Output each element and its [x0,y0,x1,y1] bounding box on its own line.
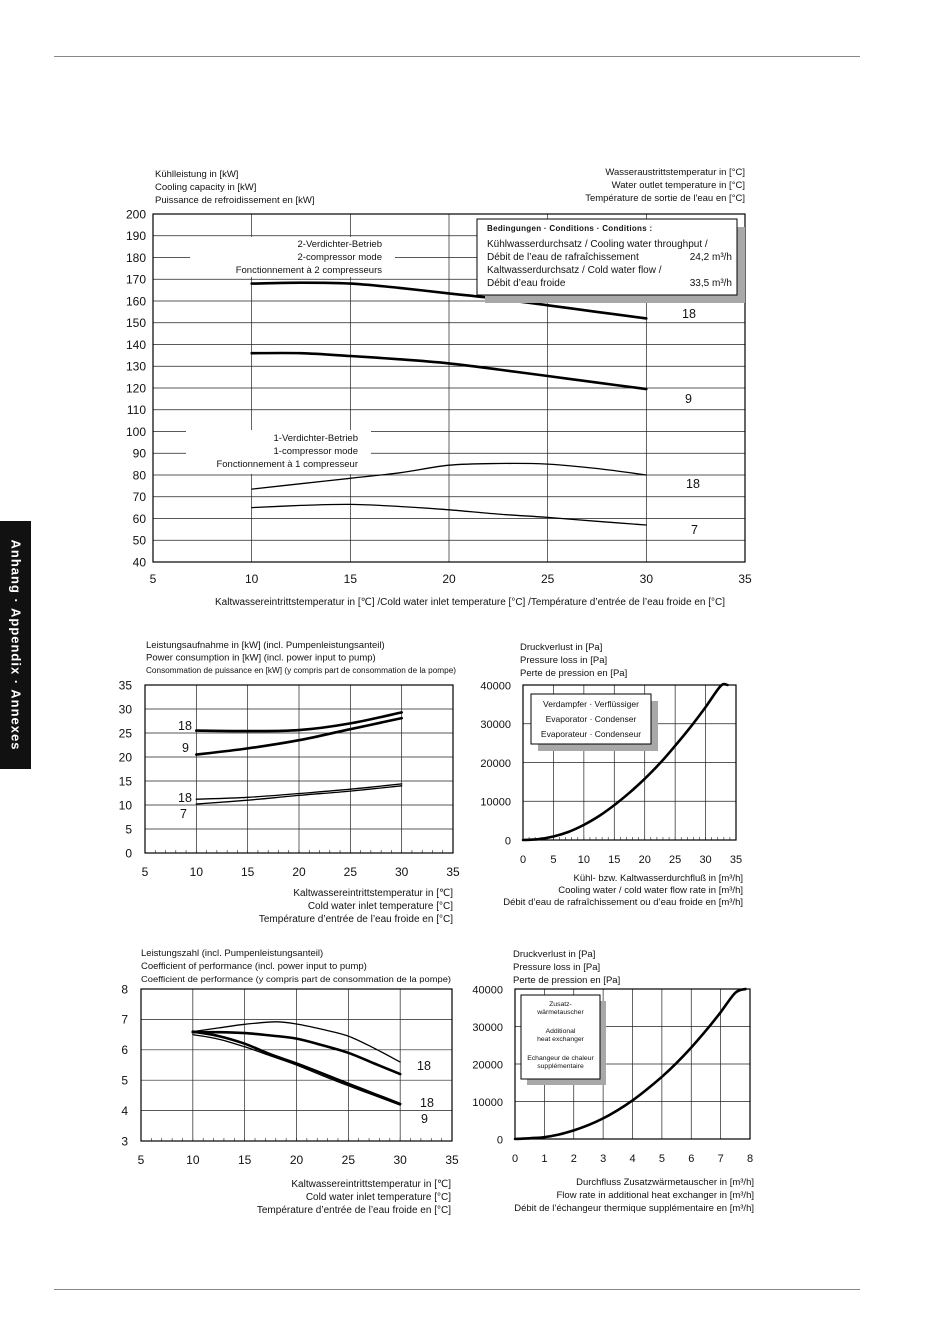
conditions-row-value: 24,2 m³/h [689,252,732,263]
y-tick-label: 100 [125,424,146,439]
x-tick-label: 15 [343,572,358,586]
y-axis-label: Leistungsaufnahme in [kW] (incl. Pumpenleistungsanteil) [146,640,385,651]
y-tick-label: 5 [121,1073,128,1088]
x-tick-label: 30 [699,854,712,866]
y-tick-label: 15 [118,774,132,789]
x-tick-label: 25 [341,1153,356,1167]
y-tick-label: 150 [125,316,146,331]
y-axis-label: Coefficient de performance (y compris part de consommation de la pompe) [141,975,452,984]
series-label: 18 [686,477,700,491]
x-tick-label: 20 [289,1153,304,1167]
mode-annotation: 2-Verdichter-Betrieb [297,239,382,250]
y-tick-label: 20000 [472,1059,503,1072]
series-label: 18 [682,307,696,321]
series-label: 18 [178,719,192,733]
x-tick-label: 25 [343,865,358,879]
y-tick-label: 8 [121,982,128,997]
y-tick-label: 10000 [472,1096,503,1109]
y-axis-label: Perte de pression en [Pa] [520,668,628,679]
y-tick-label: 190 [125,229,146,244]
mode-annotation: 2-compressor mode [297,252,382,263]
x-axis-label: Kaltwassereintrittstemperatur in [℃] [291,1179,451,1190]
y-tick-label: 0 [496,1134,503,1147]
x-tick-label: 10 [577,854,590,866]
y2-axis-label: Wasseraustrittstemperatur in [°C] [605,167,745,178]
x-tick-label: 15 [608,854,621,866]
x-tick-label: 5 [137,1153,145,1167]
y2-axis-label: Température de sortie de l'eau en [°C] [585,193,745,204]
x-tick-label: 30 [394,865,409,879]
y-tick-label: 80 [132,468,146,483]
mode-annotation: 1-compressor mode [273,446,358,457]
y-axis-label: Puissance de refroidissement en [kW] [155,195,315,206]
x-tick-label: 3 [600,1153,607,1165]
y-tick-label: 10 [118,798,132,813]
mode-annotation: Fonctionnement à 2 compresseurs [235,265,382,276]
x-tick-label: 10 [244,572,259,586]
x-tick-label: 4 [629,1153,636,1165]
series-label: 18 [420,1096,434,1110]
y-axis-label: Perte de pression en [Pa] [513,975,621,986]
x-tick-label: 30 [639,572,654,586]
y-tick-label: 20000 [480,757,511,770]
y-tick-label: 70 [132,490,146,505]
y-tick-label: 35 [118,678,132,693]
y-tick-label: 20 [118,750,132,765]
series-label: 18 [417,1059,431,1073]
x-tick-label: 35 [445,1153,459,1167]
y-axis-label: Kühlleistung in [kW] [155,169,239,180]
chart-pressure-additional [472,949,754,1214]
x-axis-label: Kaltwassereintrittstemperatur in [℃] [293,888,453,899]
y-axis-label: Consommation de puissance en [kW] (y compris part de consommation de la pompe) [146,666,457,675]
y-axis-label: Druckverlust in [Pa] [513,949,596,960]
y-tick-label: 60 [132,511,146,526]
legend-line: wärmetauscher [537,1009,584,1016]
x-tick-label: 20 [638,854,651,866]
chart-pressure-evap [480,642,743,908]
x-axis-label: Cold water inlet temperature [°C] [307,901,453,912]
y-tick-label: 25 [118,726,132,741]
y-tick-label: 140 [125,337,146,352]
y-tick-label: 40 [132,555,146,570]
x-tick-label: 5 [149,572,157,586]
y-axis-label: Leistungszahl (incl. Pumpenleistungsanteil) [141,948,324,959]
x-axis-label: Débit de l’échangeur thermique supplémentaire en [m³/h] [514,1203,754,1214]
x-tick-label: 2 [570,1153,577,1165]
y-tick-label: 130 [125,359,146,374]
series-label: 9 [685,392,692,406]
x-tick-label: 5 [550,854,557,866]
conditions-heading: Bedingungen · Conditions · Conditions : [487,224,653,233]
y-axis-label: Pressure loss in [Pa] [520,655,608,666]
y2-axis-label: Water outlet temperature in [°C] [611,180,745,191]
y-tick-label: 40000 [472,984,503,997]
x-tick-label: 0 [519,854,527,866]
x-tick-label: 5 [141,865,149,879]
legend-line: Evaporator · Condenser [545,714,637,724]
y-tick-label: 40000 [480,680,511,693]
y-tick-label: 6 [121,1043,128,1058]
series-label: 9 [421,1112,428,1126]
legend-line: Echangeur de chaleur [527,1055,594,1062]
y-tick-label: 10000 [480,796,511,809]
x-tick-label: 20 [292,865,306,879]
x-tick-label: 35 [446,865,460,879]
y-tick-label: 0 [125,846,132,861]
legend-line: Additional [545,1028,576,1035]
y-axis-label: Pressure loss in [Pa] [513,962,601,973]
y-tick-label: 170 [125,272,146,287]
legend-line: Verdampfer · Verflüssiger [543,699,639,709]
chart-cop [121,948,459,1216]
y-axis-label: Druckverlust in [Pa] [520,642,603,653]
x-tick-label: 20 [442,572,456,586]
x-tick-label: 25 [540,572,555,586]
y-tick-label: 120 [125,381,146,396]
x-axis-label: Température d’entrée de l’eau froide en [°C] [258,914,453,925]
x-axis-label: Température d’entrée de l’eau froide en [°C] [256,1205,451,1216]
y-tick-label: 30000 [472,1021,503,1034]
x-axis-label: Cooling water / cold water flow rate in [m³/h] [558,885,743,896]
x-axis-label: Cold water inlet temperature [°C] [305,1192,451,1203]
y-tick-label: 180 [125,250,146,265]
series-label: 18 [178,791,192,805]
x-tick-label: 1 [541,1153,548,1165]
y-tick-label: 5 [125,822,132,837]
chart-cooling [126,167,752,608]
legend-line: heat exchanger [537,1036,584,1043]
legend-line: supplémentaire [537,1063,584,1070]
conditions-row-label: Débit d’eau froide [487,278,566,289]
x-tick-label: 35 [729,854,743,866]
legend-line: Evaporateur · Condenseur [540,729,642,739]
y-axis-label: Coefficient of performance (incl. power input to pump) [141,961,367,972]
y-axis-label: Cooling capacity in [kW] [155,182,257,193]
x-tick-label: 10 [189,865,204,879]
series-label: 7 [180,807,187,821]
x-tick-label: 15 [240,865,255,879]
x-axis-label: Kühl- bzw. Kaltwasserdurchfluß in [m³/h] [573,873,743,884]
x-tick-label: 0 [511,1153,519,1165]
y-tick-label: 50 [132,533,146,548]
x-tick-label: 5 [658,1153,665,1165]
x-tick-label: 25 [669,854,682,866]
y-tick-label: 160 [125,294,146,309]
series-label: 7 [691,523,698,537]
y-tick-label: 110 [126,403,146,418]
x-tick-label: 15 [237,1153,252,1167]
conditions-row-label: Kühlwasserdurchsatz / Cooling water throughput / [487,239,708,250]
x-tick-label: 30 [393,1153,407,1167]
legend-line: Zusatz- [549,1001,572,1008]
y-tick-label: 200 [125,207,146,222]
mode-annotation: Fonctionnement à 1 compresseur [216,459,358,470]
conditions-row-value: 33,5 m³/h [689,278,732,289]
mode-annotation: 1-Verdichter-Betrieb [273,433,358,444]
x-axis-label: Kaltwassereintrittstemperatur in [℃] /Cold water inlet temperature [°C] /Température d’entrée de l’eau froide en [°C] [214,597,726,608]
conditions-row-label: Débit de l’eau de rafraîchissement [487,252,639,263]
y-tick-label: 4 [121,1103,128,1118]
y-tick-label: 90 [132,446,146,461]
x-tick-label: 10 [186,1153,200,1167]
x-tick-label: 6 [688,1153,695,1165]
chart-power [119,640,460,925]
series-label: 9 [182,741,189,755]
y-tick-label: 30000 [480,719,511,732]
x-axis-label: Débit d’eau de rafraîchissement ou d’eau froide en [m³/h] [503,897,743,908]
x-tick-label: 8 [746,1153,754,1165]
y-tick-label: 0 [504,835,511,848]
y-tick-label: 7 [121,1012,128,1027]
y-tick-label: 3 [121,1134,128,1149]
x-axis-label: Flow rate in additional heat exchanger in [m³/h] [556,1190,754,1201]
x-tick-label: 7 [717,1153,724,1165]
y-axis-label: Power consumption in [kW] (incl. power input to pump) [146,652,376,664]
x-axis-label: Durchfluss Zusatzwärmetauscher in [m³/h] [576,1177,754,1188]
x-tick-label: 35 [738,572,752,586]
conditions-row-label: Kaltwasserdurchsatz / Cold water flow / [487,265,662,276]
y-tick-label: 30 [118,702,132,717]
side-tab-label: Anhang · Appendix · Annexes [8,539,23,751]
